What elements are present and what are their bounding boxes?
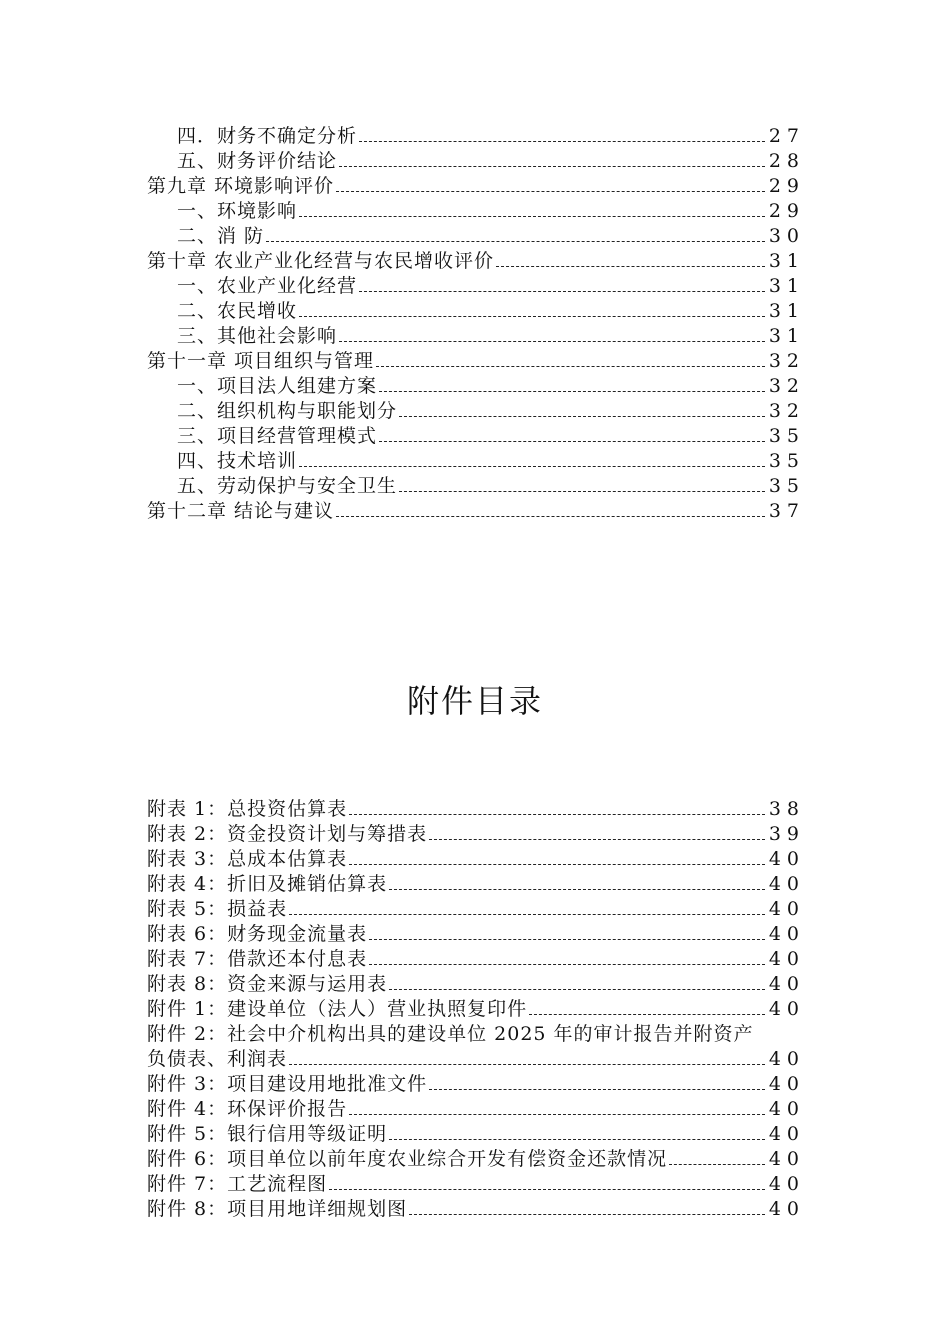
appendix-entry-label: 附表 4：折旧及摊销估算表 (147, 873, 388, 895)
appendix-entry-wrapped[interactable]: 附件 2：社会中介机构出具的建设单位 2025 年的审计报告并附资产 (147, 1023, 754, 1045)
toc-entry[interactable] (147, 274, 805, 299)
toc-entry[interactable] (147, 324, 805, 349)
appendix-entry-page: 40 (768, 1173, 805, 1195)
appendix-entry-label: 负债表、利润表 (147, 1048, 288, 1070)
toc-chapter[interactable] (147, 249, 805, 274)
toc-entry-label: 第九章 环境影响评价 (147, 175, 335, 197)
toc-entry-page: 29 (768, 175, 805, 197)
toc-entry-page: 35 (768, 450, 805, 472)
dot-leader (299, 466, 765, 467)
toc-entry-page: 35 (768, 475, 805, 497)
toc-entry-page: 32 (768, 400, 805, 422)
appendix-entry[interactable] (147, 972, 805, 997)
appendix-entry-label: 附表 2：资金投资计划与筹措表 (147, 823, 428, 845)
dot-leader (369, 964, 765, 965)
toc-entry-page: 31 (768, 300, 805, 322)
toc-entry-page: 31 (768, 325, 805, 347)
appendix-title: 附件目录 (406, 682, 543, 720)
appendix-entry[interactable] (147, 897, 805, 922)
toc-entry-page: 32 (768, 375, 805, 397)
appendix-entry[interactable] (147, 947, 805, 972)
dot-leader (349, 1114, 765, 1115)
dot-leader (389, 889, 765, 890)
toc-entry-page: 30 (768, 225, 805, 247)
toc-entry-page: 28 (768, 150, 805, 172)
toc-entry-label: 五、财务评价结论 (177, 150, 338, 172)
toc-entry-label: 一、农业产业化经营 (177, 275, 358, 297)
toc-entry-label: 三、其他社会影响 (177, 325, 338, 347)
appendix-entry-page: 39 (768, 823, 805, 845)
toc-entry-page: 37 (768, 500, 805, 522)
appendix-entry-label: 附表 6：财务现金流量表 (147, 923, 368, 945)
dot-leader (376, 366, 765, 367)
dot-leader (349, 814, 765, 815)
dot-leader (336, 516, 765, 517)
appendix-entry[interactable] (147, 997, 805, 1022)
dot-leader (496, 266, 765, 267)
appendix-entry-label: 附表 3：总成本估算表 (147, 848, 348, 870)
appendix-entry[interactable] (147, 1122, 805, 1147)
toc-entry[interactable] (147, 199, 805, 224)
dot-leader (339, 166, 765, 167)
appendix-entry-label: 附表 8：资金来源与运用表 (147, 973, 388, 995)
toc-entry-label: 第十章 农业产业化经营与农民增收评价 (147, 250, 495, 272)
toc-entry-label: 二、农民增收 (177, 300, 298, 322)
appendix-entry-label: 附表 7：借款还本付息表 (147, 948, 368, 970)
appendix-entry-page: 40 (768, 1123, 805, 1145)
dot-leader (379, 441, 765, 442)
dot-leader (289, 1064, 765, 1065)
appendix-entry-label: 附表 1：总投资估算表 (147, 798, 348, 820)
toc-entry-label: 三、项目经营管理模式 (177, 425, 378, 447)
toc-entry-page: 35 (768, 425, 805, 447)
toc-entry[interactable] (147, 124, 805, 149)
appendix-entry-page: 40 (768, 1198, 805, 1220)
appendix-entry[interactable] (147, 872, 805, 897)
toc-entry-label: 一、环境影响 (177, 200, 298, 222)
toc-chapter[interactable] (147, 499, 805, 524)
appendix-entry-label: 附件 3：项目建设用地批准文件 (147, 1073, 428, 1095)
appendix-entry-page: 40 (768, 848, 805, 870)
toc-chapter[interactable] (147, 174, 805, 199)
toc-entry-page: 27 (768, 125, 805, 147)
appendix-entry[interactable] (147, 1072, 805, 1097)
dot-leader (429, 1089, 765, 1090)
dot-leader (409, 1214, 765, 1215)
dot-leader (359, 291, 765, 292)
appendix-entry-page: 40 (768, 948, 805, 970)
appendix-entry-label: 附件 8：项目用地详细规划图 (147, 1198, 408, 1220)
dot-leader (369, 939, 765, 940)
appendix-entry[interactable] (147, 1197, 805, 1222)
dot-leader (339, 341, 765, 342)
dot-leader (389, 1139, 765, 1140)
toc-entry-page: 31 (768, 275, 805, 297)
dot-leader (529, 1014, 765, 1015)
toc-entry[interactable] (147, 424, 805, 449)
appendix-entry-page: 40 (768, 1073, 805, 1095)
appendix-entry[interactable] (147, 847, 805, 872)
appendix-entry[interactable] (147, 922, 805, 947)
dot-leader (669, 1164, 765, 1165)
appendix-entry-page: 40 (768, 973, 805, 995)
appendix-entry-label: 附件 7：工艺流程图 (147, 1173, 328, 1195)
dot-leader (359, 141, 765, 142)
toc-entry-label: 四．财务不确定分析 (177, 125, 358, 147)
dot-leader (399, 491, 765, 492)
toc-entry-page: 31 (768, 250, 805, 272)
toc-entry-label: 二、消 防 (177, 225, 265, 247)
toc-entry[interactable] (147, 399, 805, 424)
appendix-entry-label: 附件 5：银行信用等级证明 (147, 1123, 388, 1145)
appendix-entry-page: 38 (768, 798, 805, 820)
appendix-entry[interactable] (147, 1047, 805, 1072)
appendix-entry-label: 附件 4：环保评价报告 (147, 1098, 348, 1120)
appendix-entry-page: 40 (768, 1098, 805, 1120)
appendix-entry-page: 40 (768, 998, 805, 1020)
appendix-entry-page: 40 (768, 923, 805, 945)
dot-leader (289, 914, 765, 915)
toc-entry-label: 二、组织机构与职能划分 (177, 400, 398, 422)
dot-leader (299, 316, 765, 317)
dot-leader (336, 191, 765, 192)
dot-leader (329, 1189, 765, 1190)
appendix-entry[interactable] (147, 1097, 805, 1122)
toc-entry[interactable] (147, 299, 805, 324)
appendix-entry-page: 40 (768, 1148, 805, 1170)
appendix-entry[interactable] (147, 822, 805, 847)
appendix-entry[interactable] (147, 797, 805, 822)
toc-chapter[interactable] (147, 349, 805, 374)
toc-entry-page: 32 (768, 350, 805, 372)
appendix-entry-page: 40 (768, 898, 805, 920)
toc-entry-label: 五、劳动保护与安全卫生 (177, 475, 398, 497)
toc-entry-label: 四、技术培训 (177, 450, 298, 472)
dot-leader (389, 989, 765, 990)
toc-entry[interactable] (147, 474, 805, 499)
toc-entry-label: 第十二章 结论与建议 (147, 500, 335, 522)
dot-leader (299, 216, 765, 217)
appendix-entry-label: 附件 6：项目单位以前年度农业综合开发有偿资金还款情况 (147, 1148, 668, 1170)
toc-entry[interactable] (147, 449, 805, 474)
appendix-entry-label: 附表 5：损益表 (147, 898, 288, 920)
toc-entry[interactable] (147, 149, 805, 174)
toc-entry[interactable] (147, 224, 805, 249)
appendix-entry-label: 附件 1：建设单位（法人）营业执照复印件 (147, 998, 528, 1020)
toc-entry-page: 29 (768, 200, 805, 222)
appendix-entry-page: 40 (768, 873, 805, 895)
dot-leader (399, 416, 765, 417)
toc-entry-label: 一、项目法人组建方案 (177, 375, 378, 397)
dot-leader (266, 241, 765, 242)
dot-leader (379, 391, 765, 392)
dot-leader (429, 839, 765, 840)
appendix-entry[interactable] (147, 1172, 805, 1197)
appendix-entry-page: 40 (768, 1048, 805, 1070)
appendix-entry[interactable] (147, 1147, 805, 1172)
toc-entry[interactable] (147, 374, 805, 399)
dot-leader (349, 864, 765, 865)
toc-entry-label: 第十一章 项目组织与管理 (147, 350, 375, 372)
